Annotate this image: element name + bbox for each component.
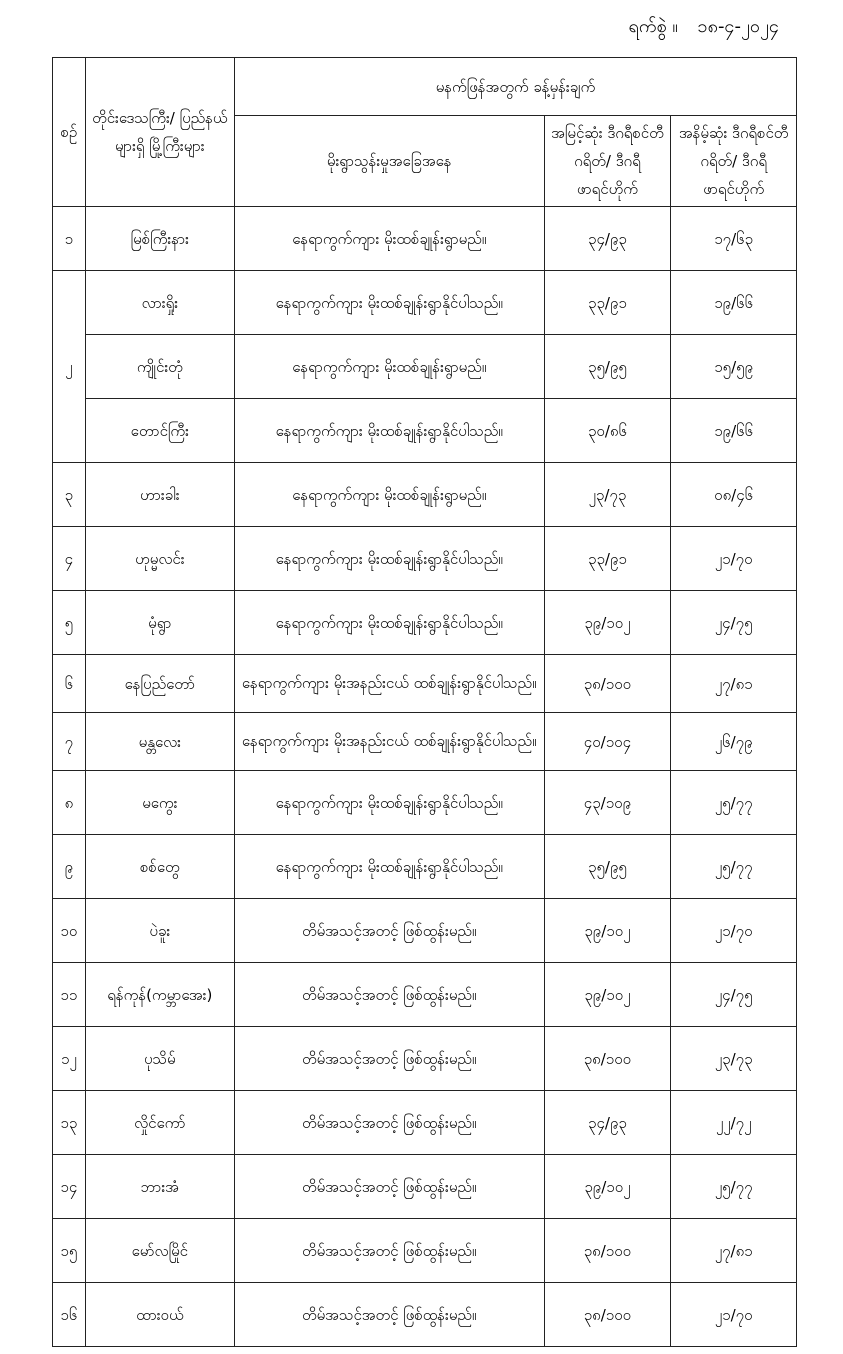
row-max-temp: ၃၉/၁၀၂ — [544, 963, 671, 1027]
row-max-temp: ၃၃/၉၁ — [544, 527, 671, 591]
row-min-temp: ၁၅/၅၉ — [671, 335, 797, 399]
row-condition: နေရာကွက်ကျား မိုးထစ်ချုန်းရွာနိုင်ပါသည်။ — [234, 835, 544, 899]
row-min-temp: ၂၄/၇၅ — [671, 963, 797, 1027]
row-max-temp: ၃၈/၁၀၀ — [544, 1027, 671, 1091]
row-min-temp: ၁၉/၆၆ — [671, 271, 797, 335]
table-row — [53, 1283, 797, 1347]
row-max-temp: ၄၀/၁၀၄ — [544, 713, 671, 771]
row-min-temp: ၂၇/၈၁ — [671, 1219, 797, 1283]
row-condition: နေရာကွက်ကျား မိုးထစ်ချုန်းရွာနိုင်ပါသည်။ — [234, 399, 544, 463]
table-row — [53, 591, 797, 655]
row-no: ၁၆ — [53, 1283, 86, 1347]
row-city: ကျိုင်းတုံ — [85, 335, 234, 399]
row-min-temp: ၂၅/၇၇ — [671, 771, 797, 835]
row-city: စစ်တွေ — [85, 835, 234, 899]
row-no: ၁၄ — [53, 1155, 86, 1219]
col-header-min: အနိမ့်ဆုံး ဒီဂရီစင်တီဂရိတ်/ ဒီဂရီဖာရင်ဟိုက် — [671, 116, 797, 207]
row-min-temp: ၂၄/၇၅ — [671, 591, 797, 655]
row-max-temp: ၃၀/၈၆ — [544, 399, 671, 463]
row-no: ၁၃ — [53, 1091, 86, 1155]
row-min-temp: ၂၃/၇၃ — [671, 1027, 797, 1091]
row-max-temp: ၃၈/၁၀၀ — [544, 1219, 671, 1283]
row-no: ၅ — [53, 591, 86, 655]
row-max-temp: ၃၅/၉၅ — [544, 335, 671, 399]
row-max-temp: ၃၈/၁၀၀ — [544, 1283, 671, 1347]
date-value: ၁၈-၄-၂၀၂၄ — [697, 16, 779, 37]
row-max-temp: ၃၃/၉၁ — [544, 271, 671, 335]
row-min-temp: ၂၇/၈၁ — [671, 655, 797, 713]
date-label: ရက်စွဲ ။ — [628, 16, 678, 37]
row-max-temp: ၃၄/၉၃ — [544, 207, 671, 271]
row-max-temp: ၃၉/၁၀၂ — [544, 591, 671, 655]
row-min-temp: ၂၁/၇၀ — [671, 527, 797, 591]
row-condition: တိမ်အသင့်အတင့် ဖြစ်ထွန်းမည်။ — [234, 1219, 544, 1283]
row-no: ၉ — [53, 835, 86, 899]
row-city: ဟားခါး — [85, 463, 234, 527]
row-no: ၆ — [53, 655, 86, 713]
row-max-temp: ၄၃/၁၀၉ — [544, 771, 671, 835]
table-row — [53, 1155, 797, 1219]
row-no: ၇ — [53, 713, 86, 771]
row-condition: နေရာကွက်ကျား မိုးထစ်ချုန်းရွာမည်။ — [234, 335, 544, 399]
row-min-temp: ၂၆/၇၉ — [671, 713, 797, 771]
table-row — [53, 655, 797, 713]
table-row — [53, 207, 797, 271]
table-row — [53, 713, 797, 771]
table-row — [53, 463, 797, 527]
col-header-region: တိုင်းဒေသကြီး/ ပြည်နယ်များရှိ မြို့ကြီးများ — [85, 58, 234, 207]
col-header-condition: မိုးရွာသွန်းမှုအခြေအနေ — [234, 116, 544, 207]
row-condition: တိမ်အသင့်အတင့် ဖြစ်ထွန်းမည်။ — [234, 1155, 544, 1219]
table-row — [53, 399, 797, 463]
row-min-temp: ၁၇/၆၃ — [671, 207, 797, 271]
table-body — [53, 207, 797, 1347]
col-header-forecast: မနက်ဖြန်အတွက် ခန့်မှန်းချက် — [234, 58, 796, 116]
document-date — [615, 14, 779, 41]
row-min-temp: ၂၂/၇၂ — [671, 1091, 797, 1155]
row-condition: တိမ်အသင့်အတင့် ဖြစ်ထွန်းမည်။ — [234, 899, 544, 963]
row-condition: နေရာကွက်ကျား မိုးအနည်းငယ် ထစ်ချုန်းရွာနိုင်ပါသည်။ — [234, 655, 544, 713]
row-condition: နေရာကွက်ကျား မိုးထစ်ချုန်းရွာမည်။ — [234, 463, 544, 527]
row-no: ၈ — [53, 771, 86, 835]
row-no: ၁၀ — [53, 899, 86, 963]
row-max-temp: ၂၃/၇၃ — [544, 463, 671, 527]
row-no: ၄ — [53, 527, 86, 591]
table-row — [53, 899, 797, 963]
row-city: မကွေး — [85, 771, 234, 835]
row-condition: တိမ်အသင့်အတင့် ဖြစ်ထွန်းမည်။ — [234, 1283, 544, 1347]
row-condition: တိမ်အသင့်အတင့် ဖြစ်ထွန်းမည်။ — [234, 1027, 544, 1091]
row-condition: နေရာကွက်ကျား မိုးထစ်ချုန်းရွာနိုင်ပါသည်။ — [234, 527, 544, 591]
row-max-temp: ၃၈/၁၀၀ — [544, 655, 671, 713]
col-header-max: အမြင့်ဆုံး ဒီဂရီစင်တီဂရိတ်/ ဒီဂရီဖာရင်ဟိုက် — [544, 116, 671, 207]
row-city: ဟုမ္မလင်း — [85, 527, 234, 591]
row-no: ၁၂ — [53, 1027, 86, 1091]
row-min-temp: ၂၅/၇၇ — [671, 835, 797, 899]
table-row — [53, 963, 797, 1027]
row-max-temp: ၃၉/၁၀၂ — [544, 1155, 671, 1219]
row-city: မုံရွာ — [85, 591, 234, 655]
row-no: ၁၁ — [53, 963, 86, 1027]
row-city: နေပြည်တော် — [85, 655, 234, 713]
row-min-temp: ၂၁/၇၀ — [671, 1283, 797, 1347]
row-no: ၁၅ — [53, 1219, 86, 1283]
row-city: လှိုင်ကော် — [85, 1091, 234, 1155]
row-no: ၂ — [53, 271, 86, 463]
row-city: တောင်ကြီး — [85, 399, 234, 463]
table-row — [53, 835, 797, 899]
row-condition: တိမ်အသင့်အတင့် ဖြစ်ထွန်းမည်။ — [234, 963, 544, 1027]
weather-forecast-table — [52, 57, 797, 1347]
row-condition: နေရာကွက်ကျား မိုးထစ်ချုန်းရွာနိုင်ပါသည်။ — [234, 591, 544, 655]
table-row — [53, 1027, 797, 1091]
row-min-temp: ၀၈/၄၆ — [671, 463, 797, 527]
table-row — [53, 1219, 797, 1283]
row-condition: နေရာကွက်ကျား မိုးထစ်ချုန်းရွာနိုင်ပါသည်။ — [234, 771, 544, 835]
row-city: ရန်ကုန်(ကမ္ဘာအေး) — [85, 963, 234, 1027]
table-row — [53, 1091, 797, 1155]
table-row — [53, 271, 797, 335]
row-no: ၁ — [53, 207, 86, 271]
table-row — [53, 771, 797, 835]
row-min-temp: ၂၁/၇၀ — [671, 899, 797, 963]
row-no: ၃ — [53, 463, 86, 527]
row-city: မြစ်ကြီးနား — [85, 207, 234, 271]
row-city: ဘားအံ — [85, 1155, 234, 1219]
row-max-temp: ၃၉/၁၀၂ — [544, 899, 671, 963]
row-city: မော်လမြိုင် — [85, 1219, 234, 1283]
col-header-no: စဉ် — [53, 58, 86, 207]
row-max-temp: ၃၅/၉၅ — [544, 835, 671, 899]
row-condition: နေရာကွက်ကျား မိုးထစ်ချုန်းရွာနိုင်ပါသည်။ — [234, 271, 544, 335]
row-min-temp: ၂၅/၇၇ — [671, 1155, 797, 1219]
table-row — [53, 335, 797, 399]
row-city: လားရှိုး — [85, 271, 234, 335]
row-max-temp: ၃၄/၉၃ — [544, 1091, 671, 1155]
table-row — [53, 527, 797, 591]
table-header — [53, 58, 797, 207]
row-city: မန္တလေး — [85, 713, 234, 771]
row-condition: နေရာကွက်ကျား မိုးထစ်ချုန်းရွာမည်။ — [234, 207, 544, 271]
row-condition: နေရာကွက်ကျား မိုးအနည်းငယ် ထစ်ချုန်းရွာနိုင်ပါသည်။ — [234, 713, 544, 771]
row-city: ပဲခူး — [85, 899, 234, 963]
row-city: ထားဝယ် — [85, 1283, 234, 1347]
row-city: ပုသိမ် — [85, 1027, 234, 1091]
row-condition: တိမ်အသင့်အတင့် ဖြစ်ထွန်းမည်။ — [234, 1091, 544, 1155]
row-min-temp: ၁၉/၆၆ — [671, 399, 797, 463]
